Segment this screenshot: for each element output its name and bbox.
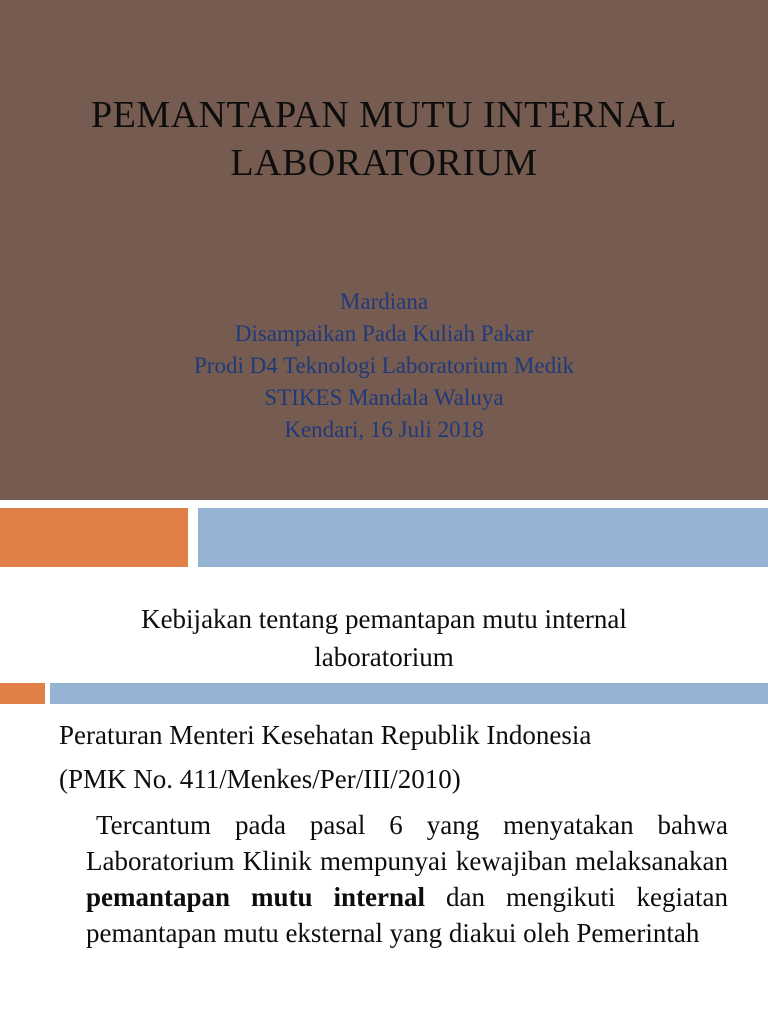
author-name: Mardiana (339, 289, 429, 314)
orange-divider-bar (0, 683, 45, 704)
date-line: Kendari, 16 Juli 2018 (284, 417, 484, 442)
slide-subtitle (0, 286, 768, 446)
slide-title-line-1: PEMANTAPAN MUTU INTERNAL (90, 94, 677, 136)
section-heading-line-1: Kebijakan tentang pemantapan mutu internal (141, 604, 627, 634)
program-line: Prodi D4 Teknologi Laboratorium Medik (194, 353, 574, 378)
regulation-title: Peraturan Menteri Kesehatan Republik Indonesia (59, 720, 592, 750)
body-text-emphasis: pemantapan mutu internal (86, 882, 426, 912)
orange-accent-bar (0, 508, 188, 567)
body-text-end: dan mengikuti kegiatan pemantapan mutu eksternal yang diakui oleh Pemerintah (86, 882, 728, 948)
title-slide (0, 0, 768, 500)
body-paragraph (86, 807, 728, 951)
section-heading (0, 600, 768, 676)
blue-divider-bar (50, 683, 768, 704)
regulation-code: (PMK No. 411/Menkes/Per/III/2010) (59, 764, 461, 794)
blue-accent-bar (198, 508, 768, 567)
body-text-start: Tercantum pada pasal 6 yang menyatakan bahwa Laboratorium Klinik mempunyai kewajiban melaksanakan (86, 810, 728, 876)
occasion-line: Disampaikan Pada Kuliah Pakar (234, 321, 534, 346)
slide-title-line-2: LABORATORIUM (230, 142, 538, 184)
institution-line: STIKES Mandala Waluya (264, 385, 504, 410)
slide-title (0, 91, 768, 187)
section-heading-line-2: laboratorium (314, 642, 454, 672)
